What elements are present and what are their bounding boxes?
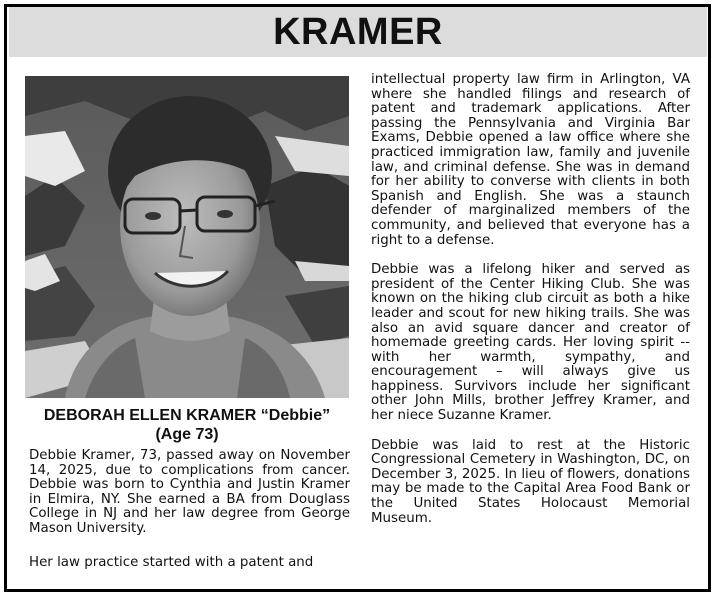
- deceased-age: (Age 73): [155, 426, 219, 443]
- paragraph-career-start: Her law practice started with a patent and: [29, 554, 314, 570]
- paragraph-burial: Debbie was laid to rest at the Historic Congressional Cemetery in Washington, DC, on December 3, 2025. In lieu of flowers, donations may be made to the Capital Area Food Bank or the United States Holocaust Memorial Museum.: [371, 437, 690, 526]
- surname-heading: KRAMER: [273, 10, 443, 53]
- deceased-name-block: [25, 406, 349, 444]
- right-column-text: [371, 73, 690, 526]
- deceased-full-name: DEBORAH ELLEN KRAMER “Debbie”: [43, 407, 331, 424]
- paragraph-hobbies-survivors: Debbie was a lifelong hiker and served as president of the Center Hiking Club. She was known on the hiking club circuit as both a hike leader and scout for new hiking trails. She was also an avid square dancer and creator of homemade greeting cards. Her loving spirit -- with her warmth, sympathy, and encouragement – will always give us happiness. Survivors include her significant other John Mills, brother Jeffrey Kramer, and her niece Suzanne Kramer.: [371, 262, 690, 424]
- paragraph-career: intellectual property law firm in Arlington, VA where she handled filings and research of patent and trademark applications. After passing the Pennsylvania and Virginia Bar Exams, Debbie opened a law office where she practiced immigration law, family and juvenile law, and criminal defense. She was in demand for her ability to converse with clients in both Spanish and English. She was a staunch defender of marginalized members of the community, and believed that everyone has a right to a defense.: [371, 72, 690, 248]
- obituary-header: [9, 7, 707, 57]
- paragraph-biography: Debbie Kramer, 73, passed away on November 14, 2025, due to complications from cancer. Debbie was born to Cynthia and Justin Kramer in Elmira, NY. She earned a BA from Douglass College in NJ and her law degree from George Mason University.: [29, 448, 350, 536]
- portrait-photo: [25, 76, 349, 398]
- left-column-text: [29, 449, 350, 570]
